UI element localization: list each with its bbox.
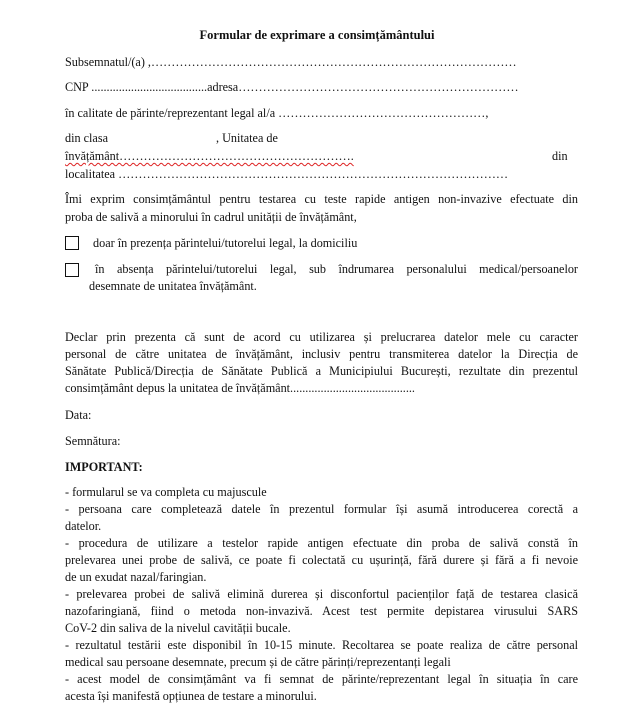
form-title: Formular de exprimare a consimțământului	[199, 28, 435, 42]
option-school-checkbox[interactable]	[65, 263, 79, 277]
important-line-2: - persoana care completează datele în prezentul formular își asumă introducerea corectă a	[65, 502, 578, 516]
consent-paragraph-line-2: proba de salivă a minorului în cadrul unității de învățământ,	[65, 210, 357, 224]
cnp-address-line: CNP ......................................adresa……………………………………………………………	[65, 80, 519, 94]
important-line-13: acesta își manifestă opțiunea de testare a minorului.	[65, 689, 317, 703]
option-home-label: doar în prezența părintelui/tutorelui legal, la domiciliu	[93, 236, 358, 250]
important-line-6: de un exudat nazal/faringian.	[65, 570, 207, 584]
important-line-1: - formularul se va completa cu majuscule	[65, 485, 267, 499]
declaration-line-2: personal de către unitatea de învățământ, inclusiv pentru transmiterea datelor la Direcția de	[65, 347, 578, 361]
important-line-8: nazofaringiană, fiind o metoda non-invazivă. Acest test permite depistarea virusului SARS	[65, 604, 578, 618]
important-line-4: - procedura de utilizare a testelor rapide antigen efectuate din proba de salivă constă în	[65, 536, 578, 550]
option-home-checkbox[interactable]	[65, 236, 79, 250]
important-heading: IMPORTANT:	[65, 460, 143, 474]
signature-label: Semnătura:	[65, 434, 121, 448]
important-line-7: - prelevarea probei de salivă elimină durerea și disconfortul pacienților față de testarea clasică	[65, 587, 578, 601]
class-label: din clasa	[65, 131, 108, 145]
locality-line: localitatea ……………………………………………………………………………………	[65, 167, 509, 181]
parent-line: în calitate de părinte/reprezentant legal al/a ……………………………………………,	[65, 106, 489, 120]
declaration-line-4: consimțământ depus la unitatea de învățământ.........................................	[65, 381, 415, 395]
important-line-5: prelevarea unei probe de salivă, ce poate fi colectată cu ușurință, fără durere și fără a fi nevoie	[65, 553, 578, 567]
school-unit-label: , Unitatea de	[216, 131, 278, 145]
option-school-label-line-2: desemnate de unitatea învățământ.	[89, 279, 257, 293]
date-label: Data:	[65, 408, 92, 422]
important-line-9: CoV-2 din saliva de la nivelul cavității bucale.	[65, 621, 291, 635]
important-line-3: datelor.	[65, 519, 102, 533]
name-line: Subsemnatul/(a) ,………………………………………………………………………………	[65, 55, 517, 69]
declaration-line-3: Sănătate Publică/Direcția de Sănătate Publică a Municipiului București, rezultate din prezentul	[65, 364, 578, 378]
consent-paragraph-line-1: Îmi exprim consimțământul pentru testarea cu teste rapide antigen non-invazive efectuate din	[65, 192, 578, 206]
school-din-label: din	[552, 149, 568, 163]
school-line: învățământ………………………………………………….	[65, 149, 354, 163]
option-school-label-line-1: în absența părintelui/tutorelui legal, sub îndrumarea personalului medical/persoanelor	[95, 262, 578, 276]
declaration-line-1: Declar prin prezenta că sunt de acord cu utilizarea și prelucrarea datelor mele cu caracter	[65, 330, 578, 344]
important-line-12: - acest model de consimțământ va fi semnat de părinte/reprezentant legal în situația în care	[65, 672, 578, 686]
important-line-11: medical sau persoane desemnate, precum și de către părinți/reprezentanți legali	[65, 655, 451, 669]
important-line-10: - rezultatul testării este disponibil în 10-15 minute. Recoltarea se poate realiza de către personal	[65, 638, 578, 652]
